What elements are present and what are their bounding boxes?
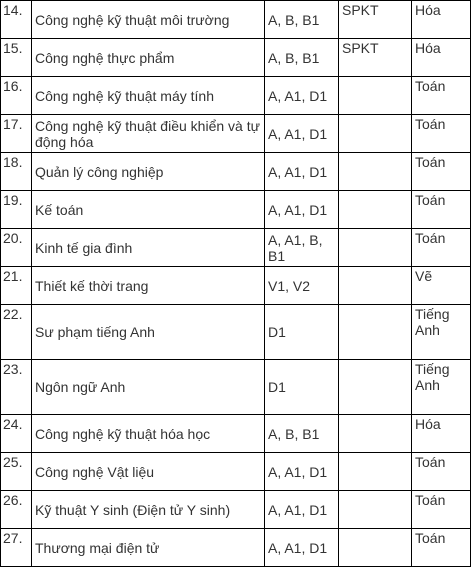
major-name: Thương mại điện tử xyxy=(32,529,265,567)
exam-groups: A, A1, B, B1 xyxy=(265,229,339,267)
row-number: 17. xyxy=(1,115,32,153)
key-subject: Toán xyxy=(412,453,471,491)
school-cell xyxy=(339,453,412,491)
exam-groups: A, A1, D1 xyxy=(265,453,339,491)
row-number: 15. xyxy=(1,39,32,77)
school-cell xyxy=(339,491,412,529)
table-row xyxy=(1,1,471,39)
table-row xyxy=(1,191,471,229)
major-name: Công nghệ thực phẩm xyxy=(32,39,265,77)
table-row xyxy=(1,39,471,77)
major-name: Sư phạm tiếng Anh xyxy=(32,305,265,360)
table-row xyxy=(1,77,471,115)
key-subject: Toán xyxy=(412,491,471,529)
row-number: 16. xyxy=(1,77,32,115)
key-subject: Toán xyxy=(412,115,471,153)
school-cell xyxy=(339,153,412,191)
school-cell xyxy=(339,415,412,453)
exam-groups: D1 xyxy=(265,360,339,415)
major-name: Công nghệ kỹ thuật điều khiển và tự động hóa xyxy=(32,115,265,153)
major-name: Thiết kế thời trang xyxy=(32,267,265,305)
key-subject: Toán xyxy=(412,529,471,567)
school-cell xyxy=(339,529,412,567)
row-number: 22. xyxy=(1,305,32,360)
exam-groups: A, A1, D1 xyxy=(265,115,339,153)
exam-groups: A, A1, D1 xyxy=(265,77,339,115)
exam-groups: A, A1, D1 xyxy=(265,191,339,229)
school-cell xyxy=(339,115,412,153)
major-name: Công nghệ kỹ thuật môi trường xyxy=(32,1,265,39)
key-subject: Vẽ xyxy=(412,267,471,305)
table-row xyxy=(1,305,471,360)
major-name: Ngôn ngữ Anh xyxy=(32,360,265,415)
school-cell xyxy=(339,305,412,360)
school-cell xyxy=(339,191,412,229)
school-cell: SPKT xyxy=(339,39,412,77)
exam-groups: D1 xyxy=(265,305,339,360)
exam-groups: A, A1, D1 xyxy=(265,491,339,529)
row-number: 27. xyxy=(1,529,32,567)
major-name: Công nghệ kỹ thuật máy tính xyxy=(32,77,265,115)
table-row xyxy=(1,415,471,453)
major-name: Kinh tế gia đình xyxy=(32,229,265,267)
table-row xyxy=(1,529,471,567)
major-name: Quản lý công nghiệp xyxy=(32,153,265,191)
key-subject: Tiếng Anh xyxy=(412,360,471,415)
row-number: 14. xyxy=(1,1,32,39)
exam-groups: A, B, B1 xyxy=(265,39,339,77)
school-cell xyxy=(339,229,412,267)
row-number: 19. xyxy=(1,191,32,229)
key-subject: Toán xyxy=(412,229,471,267)
school-cell xyxy=(339,267,412,305)
major-name: Kế toán xyxy=(32,191,265,229)
table-row xyxy=(1,491,471,529)
row-number: 21. xyxy=(1,267,32,305)
key-subject: Hóa xyxy=(412,1,471,39)
key-subject: Tiếng Anh xyxy=(412,305,471,360)
exam-groups: A, B, B1 xyxy=(265,1,339,39)
key-subject: Toán xyxy=(412,153,471,191)
row-number: 24. xyxy=(1,415,32,453)
exam-groups: A, A1, D1 xyxy=(265,153,339,191)
table-row xyxy=(1,267,471,305)
major-name: Kỹ thuật Y sinh (Điện tử Y sinh) xyxy=(32,491,265,529)
major-name: Công nghệ Vật liệu xyxy=(32,453,265,491)
exam-groups: A, B, B1 xyxy=(265,415,339,453)
school-cell xyxy=(339,77,412,115)
row-number: 20. xyxy=(1,229,32,267)
exam-groups: A, A1, D1 xyxy=(265,529,339,567)
key-subject: Toán xyxy=(412,191,471,229)
table-body xyxy=(1,1,471,567)
row-number: 26. xyxy=(1,491,32,529)
row-number: 18. xyxy=(1,153,32,191)
table-row xyxy=(1,360,471,415)
school-cell: SPKT xyxy=(339,1,412,39)
exam-groups: V1, V2 xyxy=(265,267,339,305)
row-number: 23. xyxy=(1,360,32,415)
table-row xyxy=(1,115,471,153)
key-subject: Hóa xyxy=(412,39,471,77)
school-cell xyxy=(339,360,412,415)
table-row xyxy=(1,453,471,491)
row-number: 25. xyxy=(1,453,32,491)
table-row xyxy=(1,153,471,191)
major-name: Công nghệ kỹ thuật hóa học xyxy=(32,415,265,453)
key-subject: Toán xyxy=(412,77,471,115)
table-row xyxy=(1,229,471,267)
key-subject: Hóa xyxy=(412,415,471,453)
